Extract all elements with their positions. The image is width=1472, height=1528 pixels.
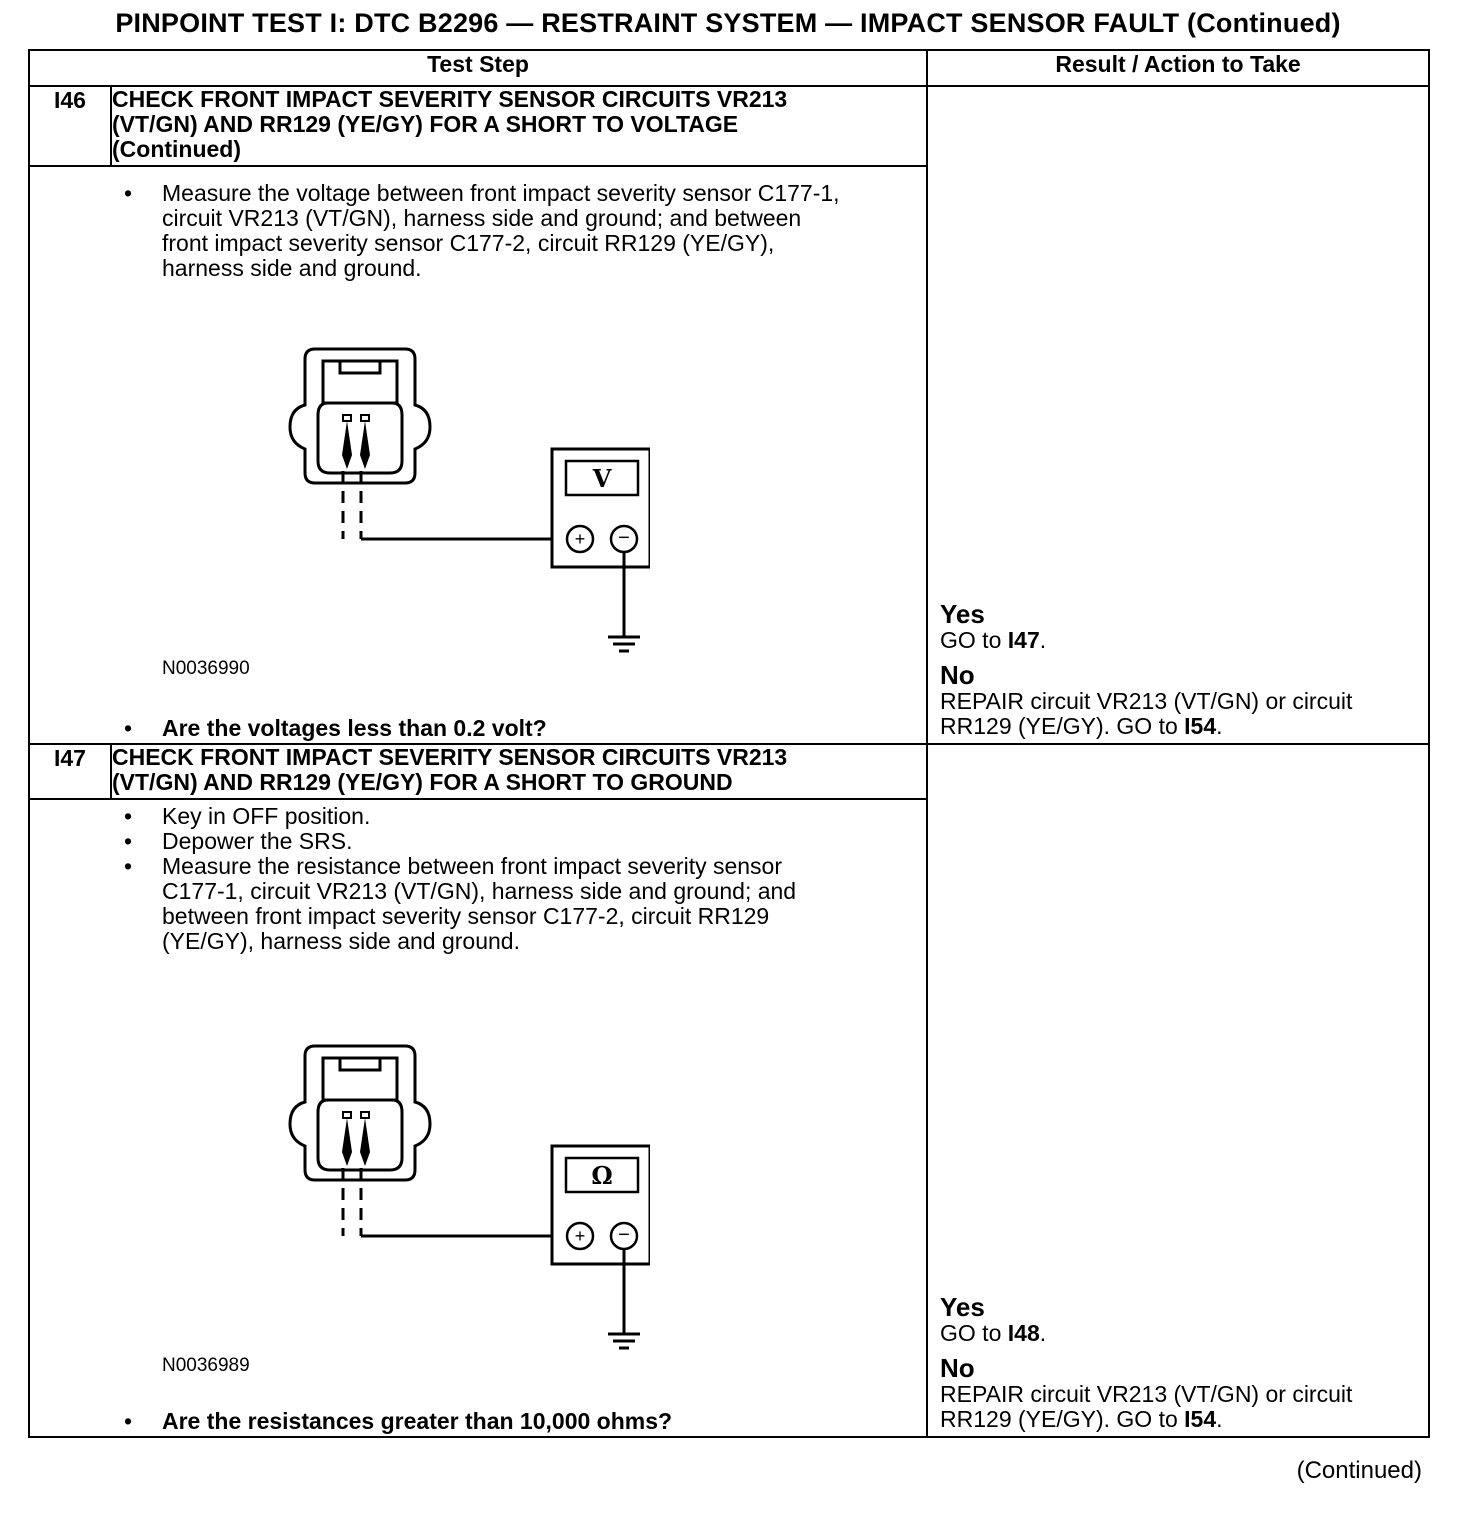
multimeter-icon bbox=[552, 449, 650, 567]
step-number: I47 bbox=[29, 744, 111, 799]
ohmmeter-connector-diagram bbox=[270, 1040, 650, 1360]
step-title-line: (VT/GN) AND RR129 (YE/GY) FOR A SHORT TO VOLTAGE bbox=[112, 111, 739, 137]
continued-footer: (Continued) bbox=[1296, 1457, 1422, 1484]
yes-label: Yes bbox=[940, 599, 985, 629]
positive-terminal-icon: + bbox=[574, 1226, 586, 1246]
test-step-header: Test Step bbox=[29, 50, 927, 86]
instruction-item: • Measure the resistance between front impact severity sensor C177-1, circuit VR213 (VT/GN), harness side and ground; and between front impact severity sensor C177-2, circuit RR129 (YE/GY), harness side and ground. bbox=[120, 854, 840, 954]
meter-symbol: Ω bbox=[591, 1161, 613, 1190]
voltmeter-connector-diagram bbox=[270, 343, 650, 663]
no-target-link[interactable]: I54 bbox=[1184, 1406, 1217, 1432]
instruction-list bbox=[120, 181, 840, 281]
probe-leads bbox=[343, 1168, 566, 1236]
step-result bbox=[927, 86, 1429, 744]
instruction-item: • Key in OFF position. bbox=[120, 804, 840, 829]
figure-code: N0036990 bbox=[162, 658, 250, 679]
no-label: No bbox=[940, 660, 975, 690]
no-action: REPAIR circuit VR213 (VT/GN) or circuit RR129 (YE/GY). GO to I54. bbox=[940, 1381, 1353, 1432]
yes-action: GO to I48. bbox=[940, 1320, 1047, 1346]
step-title-row bbox=[29, 744, 1429, 799]
test-probes-icon bbox=[342, 1112, 370, 1166]
no-action: REPAIR circuit VR213 (VT/GN) or circuit RR129 (YE/GY). GO to I54. bbox=[940, 688, 1353, 739]
step-question: • Are the voltages less than 0.2 volt? bbox=[120, 716, 547, 741]
test-probes-icon bbox=[342, 415, 370, 469]
yes-action: GO to I47. bbox=[940, 627, 1047, 653]
instruction-item: • Depower the SRS. bbox=[120, 829, 840, 854]
yes-target-link[interactable]: I47 bbox=[1007, 627, 1040, 653]
page-title: PINPOINT TEST I: DTC B2296 — RESTRAINT SYSTEM — IMPACT SENSOR FAULT (Continued) bbox=[115, 8, 1341, 38]
negative-terminal-icon: − bbox=[618, 1224, 630, 1246]
result-header: Result / Action to Take bbox=[927, 50, 1429, 86]
no-target-link[interactable]: I54 bbox=[1184, 713, 1217, 739]
step-title-row bbox=[29, 86, 1429, 166]
step-title bbox=[111, 86, 927, 166]
step-result bbox=[927, 744, 1429, 1437]
step-title-line: CHECK FRONT IMPACT SEVERITY SENSOR CIRCUITS VR213 bbox=[112, 744, 788, 770]
probe-leads bbox=[343, 471, 566, 539]
negative-terminal-icon: − bbox=[618, 527, 630, 549]
instruction-list bbox=[120, 804, 840, 954]
table-header-row bbox=[29, 50, 1429, 86]
step-question: • Are the resistances greater than 10,000 ohms? bbox=[120, 1409, 672, 1434]
step-title-line: (Continued) bbox=[112, 136, 242, 162]
positive-terminal-icon: + bbox=[574, 529, 586, 549]
step-title bbox=[111, 744, 927, 799]
yes-label: Yes bbox=[940, 1292, 985, 1322]
step-body bbox=[29, 166, 927, 744]
instruction-item: • Measure the voltage between front impact severity sensor C177-1, circuit VR213 (VT/GN), harness side and ground; and between front impact severity sensor C177-2, circuit RR129 (YE/GY), harness side and ground. bbox=[120, 181, 840, 281]
step-title-line: (VT/GN) AND RR129 (YE/GY) FOR A SHORT TO GROUND bbox=[112, 769, 733, 795]
no-label: No bbox=[940, 1353, 975, 1383]
step-title-line: CHECK FRONT IMPACT SEVERITY SENSOR CIRCUITS VR213 bbox=[112, 86, 788, 112]
pinpoint-test-table bbox=[28, 49, 1430, 1438]
step-number: I46 bbox=[29, 86, 111, 166]
step-body bbox=[29, 799, 927, 1437]
multimeter-icon bbox=[552, 1146, 650, 1264]
figure-code: N0036989 bbox=[162, 1355, 250, 1376]
meter-symbol: V bbox=[592, 464, 612, 493]
yes-target-link[interactable]: I48 bbox=[1007, 1320, 1040, 1346]
